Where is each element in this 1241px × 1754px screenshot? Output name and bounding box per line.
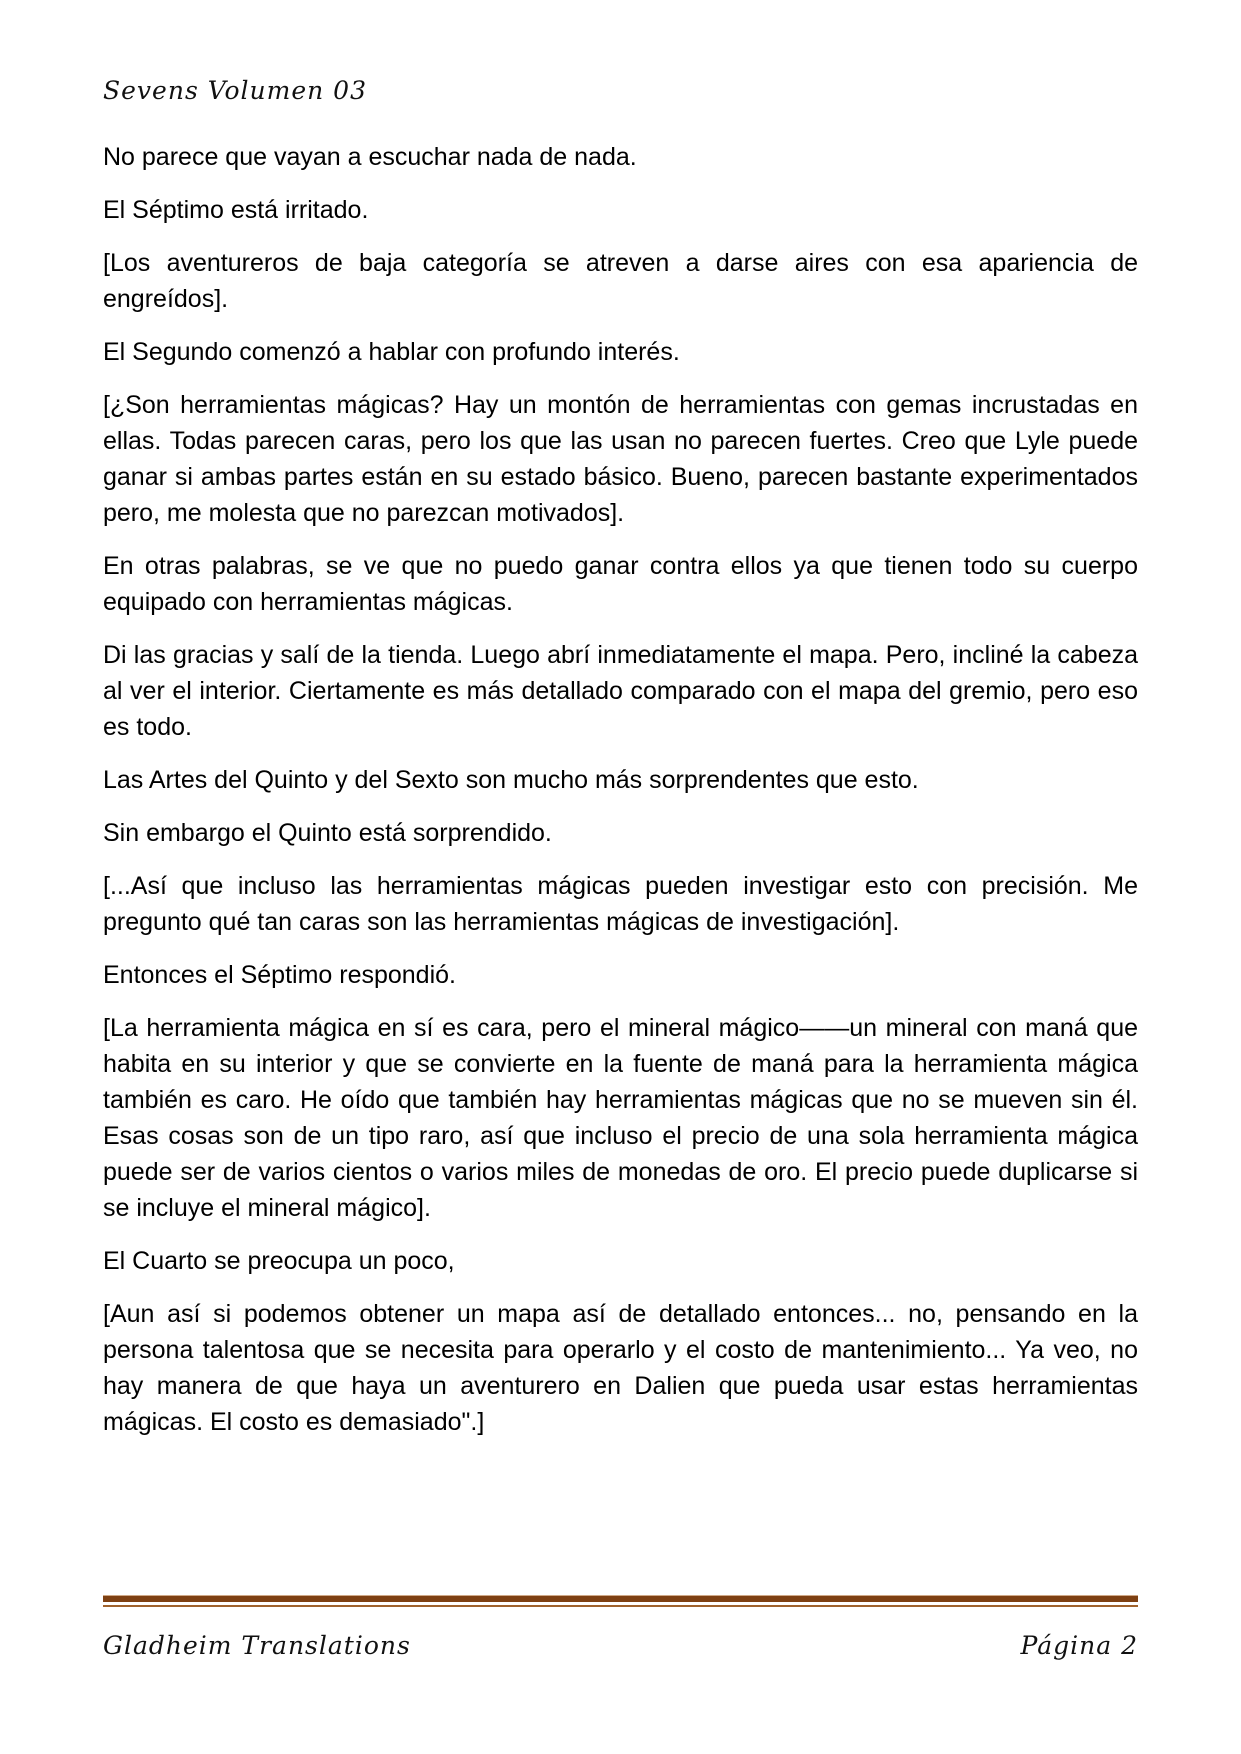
footer-divider — [103, 1595, 1138, 1607]
paragraph: El Cuarto se preocupa un poco, — [103, 1247, 455, 1275]
footer-page-number: Página 2 — [1020, 1631, 1138, 1660]
footer-divider-thin-line — [103, 1605, 1138, 1607]
paragraph: En otras palabras, se ve que no puedo ganar contra ellos ya que tienen todo su cuerpo equipado con herramientas mágicas. — [103, 552, 1138, 616]
page-header — [103, 76, 1138, 105]
paragraph: [¿Son herramientas mágicas? Hay un montón de herramientas con gemas incrustadas en ellas. Todas parecen caras, pero los que las usan no parecen fuertes. Creo que Lyle puede ganar si ambas partes están en su estado básico. Bueno, parecen bastante experimentados pero, me molesta que no parezcan motivados]. — [103, 391, 1138, 527]
paragraph: [...Así que incluso las herramientas mágicas pueden investigar esto con precisión. Me pregunto qué tan caras son las herramientas mágicas de investigación]. — [103, 872, 1138, 936]
paragraph: Las Artes del Quinto y del Sexto son mucho más sorprendentes que esto. — [103, 766, 919, 794]
paragraph: Sin embargo el Quinto está sorprendido. — [103, 819, 552, 847]
paragraph: El Séptimo está irritado. — [103, 196, 369, 224]
paragraph: [Aun así si podemos obtener un mapa así de detallado entonces... no, pensando en la persona talentosa que se necesita para operarlo y el costo de mantenimiento... Ya veo, no hay manera de que haya un aventurero en Dalien que pueda usar estas herramientas mágicas. El costo es demasiado".] — [103, 1300, 1138, 1436]
document-body — [103, 139, 1138, 1457]
paragraph: El Segundo comenzó a hablar con profundo interés. — [103, 338, 680, 366]
paragraph: [La herramienta mágica en sí es cara, pero el mineral mágico——un mineral con maná que habita en su interior y que se convierte en la fuente de maná para la herramienta mágica también es caro. He oído que también hay herramientas mágicas que no se mueven sin él. Esas cosas son de un tipo raro, así que incluso el precio de una sola herramienta mágica puede ser de varios cientos o varios miles de monedas de oro. El precio puede duplicarse si se incluye el mineral mágico]. — [103, 1014, 1138, 1222]
paragraph: Di las gracias y salí de la tienda. Luego abrí inmediatamente el mapa. Pero, incliné la cabeza al ver el interior. Ciertamente es más detallado comparado con el mapa del gremio, pero eso es todo. — [103, 641, 1138, 741]
footer-translator-credit: Gladheim Translations — [103, 1631, 411, 1660]
paragraph: [Los aventureros de baja categoría se atreven a darse aires con esa apariencia de engreídos]. — [103, 249, 1138, 313]
footer-text-row — [103, 1631, 1138, 1660]
paragraph: No parece que vayan a escuchar nada de nada. — [103, 143, 637, 171]
page-footer — [103, 1595, 1138, 1660]
paragraph: Entonces el Séptimo respondió. — [103, 961, 456, 989]
document-title: Sevens Volumen 03 — [103, 76, 367, 105]
